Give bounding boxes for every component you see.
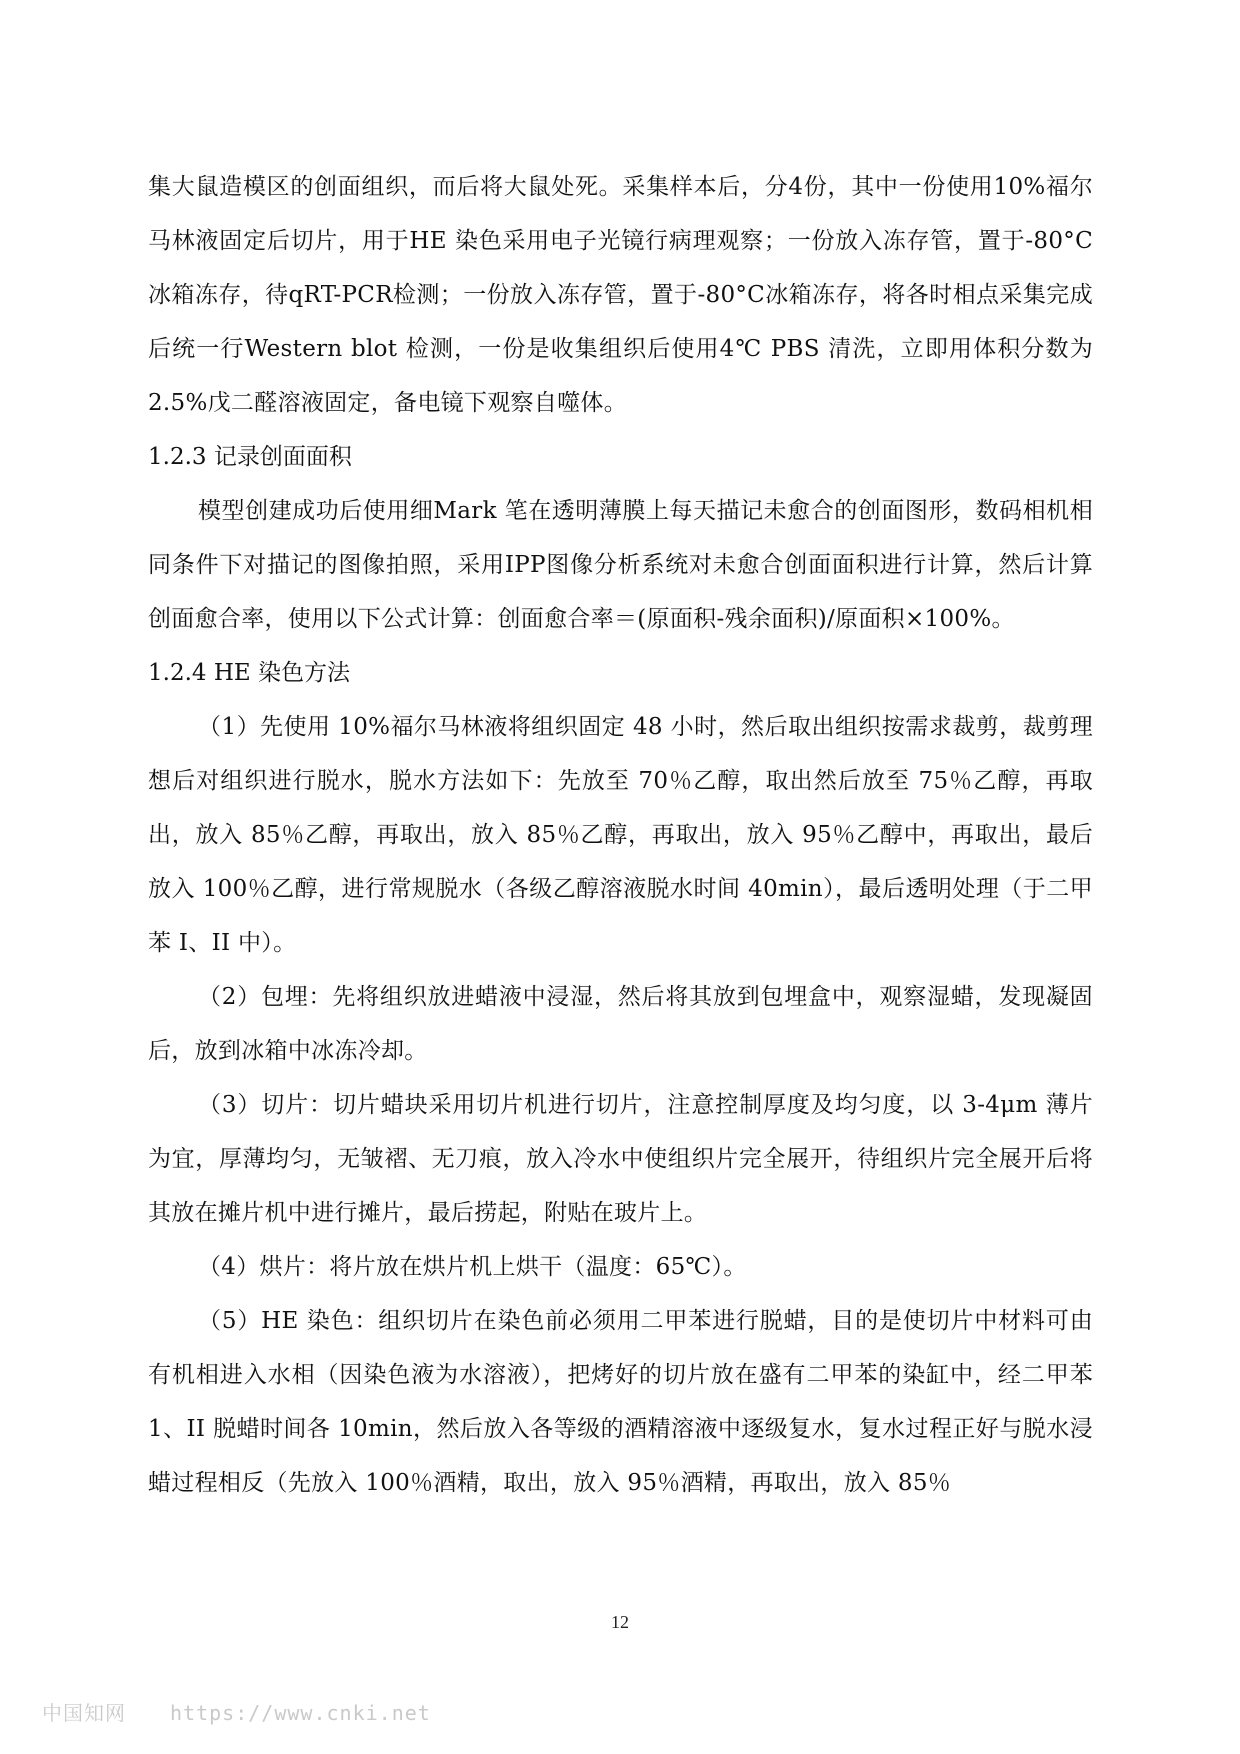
paragraph-step-1-fixation: （1）先使用 10%福尔马林液将组织固定 48 小时，然后取出组织按需求裁剪，裁剪理想后对组织进行脱水，脱水方法如下：先放至 70％乙醇，取出然后放至 75％乙醇，再取出，放入 85％乙醇，再取出，放入 85％乙醇，再取出，放入 95％乙醇中，再取出，最后放入 100％乙醇，进行常规脱水（各级乙醇溶液脱水时间 40min），最后透明处理（于二甲苯 I、II 中）。: [148, 714, 1093, 956]
section-heading-1-2-3: 1.2.3 记录创面面积: [148, 444, 352, 470]
watermark-url: https://www.cnki.net: [170, 1701, 431, 1725]
paragraph-wound-area: 模型创建成功后使用细Mark 笔在透明薄膜上每天描记未愈合的创面图形，数码相机相同条件下对描记的图像拍照，采用IPP图像分析系统对未愈合创面面积进行计算，然后计算创面愈合率，使用以下公式计算：创面愈合率＝(原面积-残余面积)/原面积×100%。: [148, 498, 1093, 632]
paragraph-step-2-embedding: （2）包埋：先将组织放进蜡液中浸湿，然后将其放到包埋盒中，观察湿蜡，发现凝固后，放到冰箱中冰冻冷却。: [148, 984, 1093, 1064]
paragraph-step-4-drying: （4）烘片：将片放在烘片机上烘干（温度：65℃）。: [198, 1254, 747, 1280]
paragraph-step-5-he-staining: （5）HE 染色：组织切片在染色前必须用二甲苯进行脱蜡，目的是使切片中材料可由有机相进入水相（因染色液为水溶液），把烤好的切片放在盛有二甲苯的染缸中，经二甲苯 1、II 脱蜡时间各 10min，然后放入各等级的酒精溶液中逐级复水，复水过程正好与脱水浸蜡过程相反（先放入 100％酒精，取出，放入 95％酒精，再取出，放入 85％: [148, 1308, 1093, 1496]
paragraph-step-3-sectioning: （3）切片：切片蜡块采用切片机进行切片，注意控制厚度及均匀度，以 3-4μm 薄片为宜，厚薄均匀，无皱褶、无刀痕，放入冷水中使组织片完全展开，待组织片完全展开后将其放在摊片机中进行摊片，最后捞起，附贴在玻片上。: [148, 1092, 1093, 1226]
page-number: 12: [611, 1612, 629, 1632]
section-heading-1-2-4: 1.2.4 HE 染色方法: [148, 660, 350, 686]
watermark-site-name: 中国知网: [42, 1701, 126, 1725]
paragraph-sample-collection: 集大鼠造模区的创面组织，而后将大鼠处死。采集样本后，分4份，其中一份使用10%福尔马林液固定后切片，用于HE 染色采用电子光镜行病理观察；一份放入冻存管，置于-80°C冰箱冻存，待qRT-PCR检测；一份放入冻存管，置于-80°C冰箱冻存，将各时相点采集完成后统一行Western blot 检测，一份是收集组织后使用4℃ PBS 清洗，立即用体积分数为2.5%戊二醛溶液固定，备电镜下观察自噬体。: [148, 174, 1093, 416]
page-body: [148, 160, 1093, 1510]
cnki-watermark: [42, 1697, 431, 1726]
